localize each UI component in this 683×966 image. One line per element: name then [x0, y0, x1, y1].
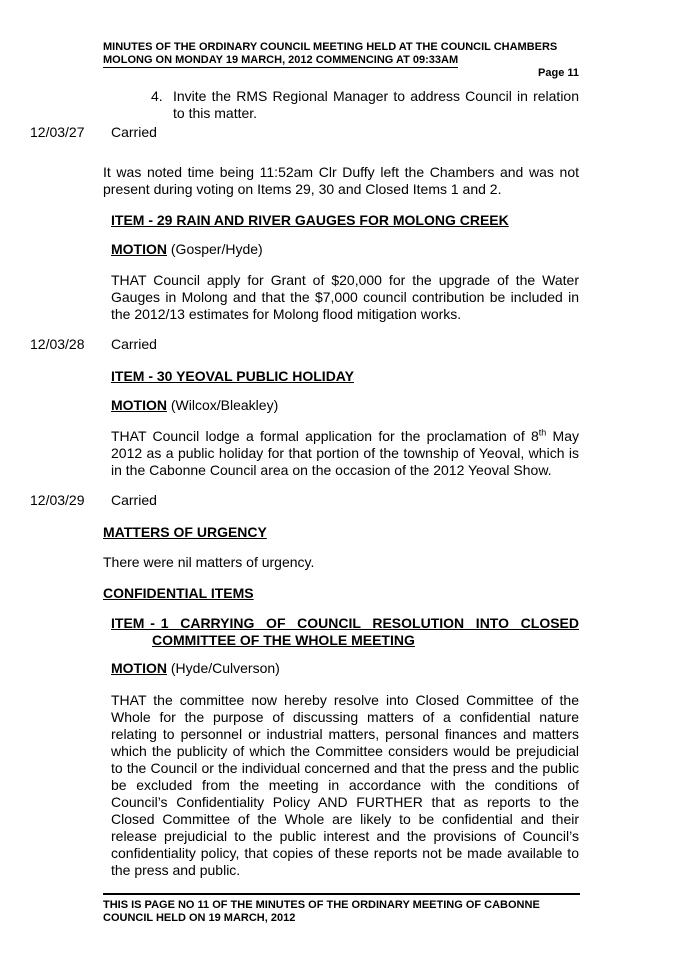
- motion-movers: (Gosper/Hyde): [170, 241, 263, 257]
- confidential-item-1-motion: [111, 660, 280, 677]
- document-footer: [103, 899, 580, 925]
- resolution-status: Carried: [111, 336, 157, 352]
- confidential-item-1-resolution-text: THAT the committee now hereby resolve into Closed Committee of the Whole for the purpose of discussing matters of a confidential nature relating to personnel or industrial matters, personal finances and matters which the publicity of which the Committee considers would be prejudicial to the Council or the individual concerned and that the press and the public be excluded from the meeting in accordance with the conditions of Council’s Confidentiality Policy AND FURTHER that as reports to the Closed Committee of the Whole are likely to be confidential and their release prejudicial to the public interest and the provisions of Council’s confidentiality policy, that copies of these reports not be made available to the press and public.: [111, 692, 579, 878]
- list-item-number: 4.: [151, 88, 163, 104]
- list-item-text: Invite the RMS Regional Manager to address Council in relation to this matter.: [173, 88, 579, 121]
- header-line-1: MINUTES OF THE ORDINARY COUNCIL MEETING HELD AT THE COUNCIL CHAMBERS: [103, 41, 558, 53]
- item-30-text-start: THAT Council lodge a formal application for the proclamation of 8: [111, 428, 539, 444]
- item-30-superscript: th: [538, 427, 547, 438]
- item-29-title: ITEM - 29 RAIN AND RIVER GAUGES FOR MOLONG CREEK: [111, 212, 509, 228]
- resolution-status: Carried: [111, 124, 157, 140]
- item-30-motion: [111, 397, 278, 414]
- urgency-text: There were nil matters of urgency.: [103, 554, 315, 570]
- footer-line-2: COUNCIL HELD ON 19 MARCH, 2012: [103, 912, 296, 924]
- item-30-title: ITEM - 30 YEOVAL PUBLIC HOLIDAY: [111, 368, 354, 384]
- resolution-number: 12/03/28: [30, 336, 85, 352]
- item-30-text-end: May 2012 as a public holiday for that portion of the township of Yeoval, which is in the Cabonne Council area on the occasion of the 2012 Yeoval Show.: [111, 428, 579, 478]
- confidential-item-1-title-line-2: COMMITTEE OF THE WHOLE MEETING: [152, 632, 415, 648]
- duffy-note-paragraph: It was noted time being 11:52am Clr Duffy left the Chambers and was not present during voting on Items 29, 30 and Closed Items 1 and 2.: [103, 164, 579, 197]
- motion-label: MOTION: [111, 241, 167, 257]
- confidential-heading: CONFIDENTIAL ITEMS: [103, 585, 254, 601]
- header-line-2: MOLONG ON MONDAY 19 MARCH, 2012 COMMENCING AT 09:33AM: [103, 54, 459, 66]
- footer-line-1: THIS IS PAGE NO 11 OF THE MINUTES OF THE ORDINARY MEETING OF CABONNE: [103, 899, 540, 911]
- item-29-resolution-text: THAT Council apply for Grant of $20,000 for the upgrade of the Water Gauges in Molong and that the $7,000 council contribution be included in the 2012/13 estimates for Molong flood mitigation works.: [111, 272, 579, 322]
- confidential-item-1-title-line-1: ITEM - 1 CARRYING OF COUNCIL RESOLUTION INTO CLOSED: [111, 615, 579, 631]
- resolution-number: 12/03/27: [30, 124, 85, 140]
- footer-rule: [103, 893, 580, 895]
- resolution-status: Carried: [111, 492, 157, 508]
- motion-label: MOTION: [111, 397, 167, 413]
- motion-label: MOTION: [111, 660, 167, 676]
- item-30-resolution-text: [111, 428, 579, 479]
- item-29-motion: [111, 241, 263, 258]
- page-number: Page 11: [538, 67, 579, 79]
- motion-movers: (Hyde/Culverson): [170, 660, 280, 676]
- document-header: [103, 41, 580, 68]
- resolution-number: 12/03/29: [30, 492, 85, 508]
- urgency-heading: MATTERS OF URGENCY: [103, 524, 267, 540]
- motion-movers: (Wilcox/Bleakley): [170, 397, 279, 413]
